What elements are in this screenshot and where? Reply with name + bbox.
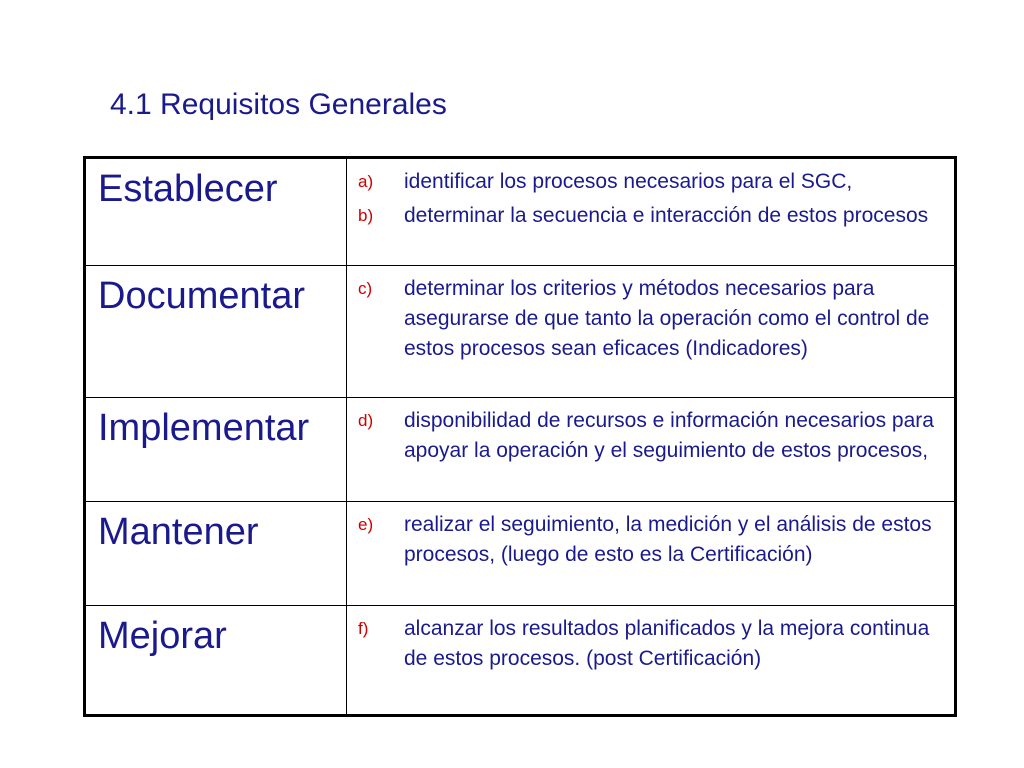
list-item — [358, 510, 940, 570]
table-row — [85, 502, 956, 606]
table-row — [85, 266, 956, 398]
list-item-text: determinar los criterios y métodos necesarios para asegurarse de que tanto la operación como el control de estos procesos sean eficaces (Indicadores) — [404, 277, 930, 360]
list-marker: d) — [358, 411, 374, 430]
table-row — [85, 606, 956, 716]
list-marker: f) — [358, 619, 369, 638]
table-row — [85, 398, 956, 502]
stage-label: Implementar — [85, 398, 347, 502]
list-marker: b) — [358, 206, 374, 225]
list-item — [358, 614, 940, 674]
list-item-text: disponibilidad de recursos e información necesarios para apoyar la operación y el seguimiento de estos procesos, — [404, 409, 934, 462]
stage-label: Mejorar — [85, 606, 347, 716]
list-item — [358, 274, 940, 364]
stage-description — [347, 266, 956, 398]
stage-label: Mantener — [85, 502, 347, 606]
stage-description — [347, 398, 956, 502]
table-row — [85, 158, 956, 266]
list-item-text: identificar los procesos necesarios para el SGC, — [404, 170, 853, 193]
list-item-text: determinar la secuencia e interacción de estos procesos — [404, 204, 929, 227]
list-item — [358, 201, 940, 231]
requirements-table — [83, 156, 957, 717]
list-marker: e) — [358, 515, 374, 534]
stage-description — [347, 158, 956, 266]
list-item-text: realizar el seguimiento, la medición y el análisis de estos procesos, (luego de esto es la Certificación) — [404, 513, 932, 566]
list-marker: a) — [358, 172, 374, 191]
list-item-text: alcanzar los resultados planificados y la mejora continua de estos procesos. (post Certificación) — [404, 617, 930, 670]
list-item — [358, 167, 940, 197]
list-marker: c) — [358, 279, 373, 298]
stage-label: Establecer — [85, 158, 347, 266]
list-item — [358, 406, 940, 466]
stage-label: Documentar — [85, 266, 347, 398]
page-title: 4.1 Requisitos Generales — [110, 88, 447, 121]
stage-description — [347, 502, 956, 606]
stage-description — [347, 606, 956, 716]
